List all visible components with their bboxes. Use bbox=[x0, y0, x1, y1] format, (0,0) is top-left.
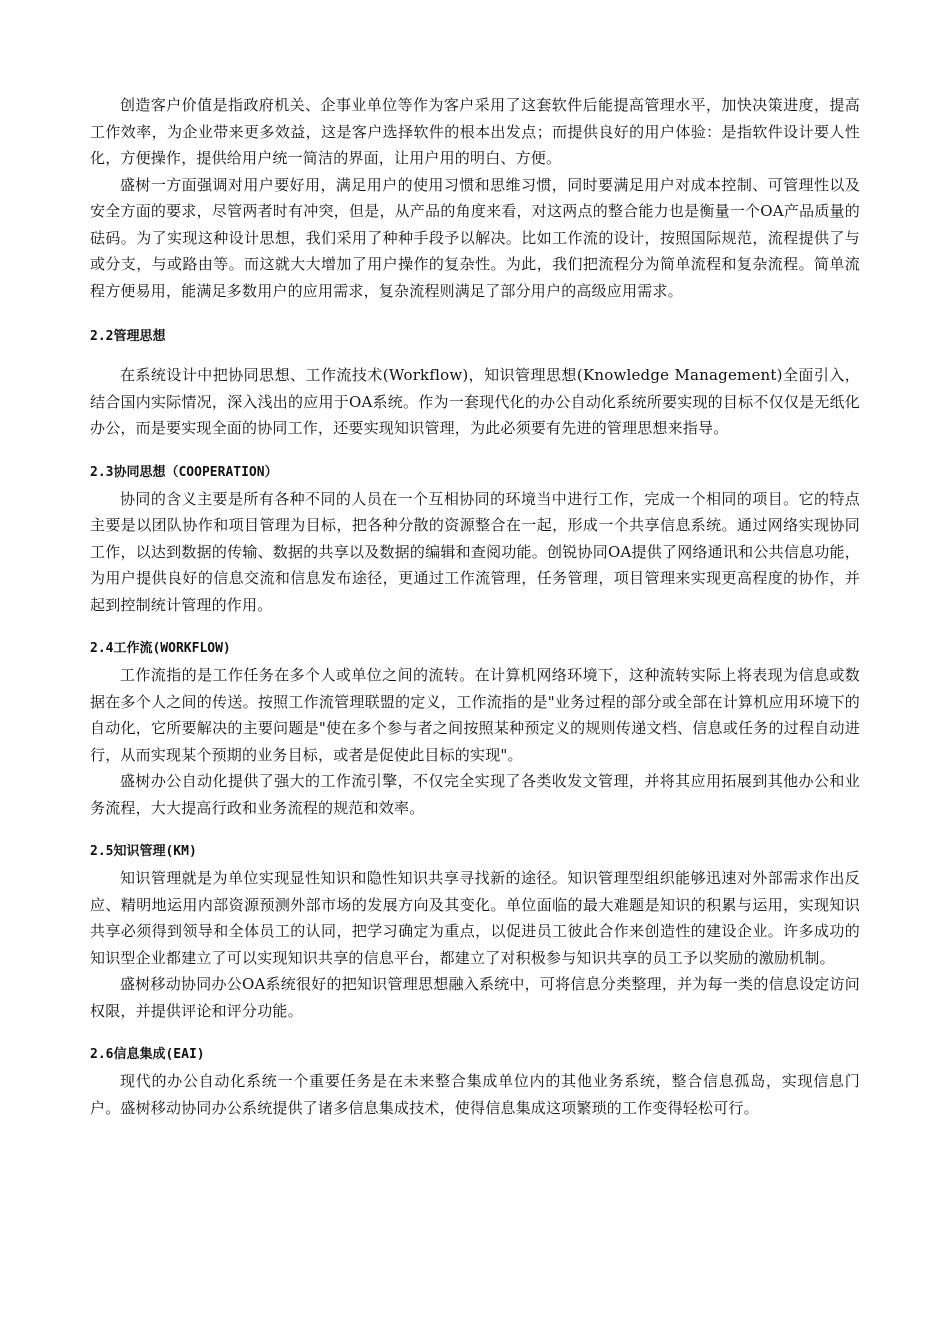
document-body bbox=[90, 92, 860, 1121]
section-2-5-paragraph-2: 盛树移动协同办公OA系统很好的把知识管理思想融入系统中，可将信息分类整理，并为每一类的信息设定访问权限，并提供评论和评分功能。 bbox=[90, 975, 860, 1020]
section-2-5-paragraph-1: 知识管理就是为单位实现显性知识和隐性知识共享寻找新的途径。知识管理型组织能够迅速对外部需求作出反应、精明地运用内部资源预测外部市场的发展方向及其变化。单位面临的最大难题是知识的积累与运用，实现知识共享必须得到领导和全体员工的认同，把学习确定为重点，以促进员工彼此合作来创造性的建设企业。许多成功的知识型企业都建立了可以实现知识共享的信息平台，都建立了对积极参与知识共享的员工予以奖励的激励机制。 bbox=[90, 869, 860, 967]
section-2-4-paragraph-1: 工作流指的是工作任务在多个人或单位之间的流转。在计算机网络环境下，这种流转实际上将表现为信息或数据在多个人之间的传送。按照工作流管理联盟的定义，工作流指的是"业务过程的部分或全部在计算机应用环境下的自动化，它所要解决的主要问题是"使在多个参与者之间按照某种预定义的规则传递文档、信息或任务的过程自动进行，从而实现某个预期的业务目标，或者是促使此目标的实现"。 bbox=[90, 666, 860, 764]
section-heading-2-2: 2.2管理思想 bbox=[90, 329, 166, 344]
intro-paragraph-1: 创造客户价值是指政府机关、企事业单位等作为客户采用了这套软件后能提高管理水平，加快决策进度，提高工作效率，为企业带来更多效益，这是客户选择软件的根本出发点；而提供良好的用户体验：是指软件设计要人性化，方便操作，提供给用户统一简洁的界面，让用户用的明白、方便。 bbox=[90, 96, 860, 167]
section-heading-2-6: 2.6信息集成(EAI) bbox=[90, 1047, 205, 1062]
section-2-2-paragraph-1: 在系统设计中把协同思想、工作流技术(Workflow)，知识管理思想(Knowledge Management)全面引入，结合国内实际情况，深入浅出的应用于OA系统。作为一套现代化的办公自动化系统所要实现的目标不仅仅是无纸化办公，而是要实现全面的协同工作，还要实现知识管理，为此必须要有先进的管理思想来指导。 bbox=[90, 366, 860, 437]
section-2-4-paragraph-2: 盛树办公自动化提供了强大的工作流引擎，不仅完全实现了各类收发文管理，并将其应用拓展到其他办公和业务流程，大大提高行政和业务流程的规范和效率。 bbox=[90, 772, 860, 817]
section-2-3-paragraph-1: 协同的含义主要是所有各种不同的人员在一个互相协同的环境当中进行工作，完成一个相同的项目。它的特点主要是以团队协作和项目管理为目标，把各种分散的资源整合在一起，形成一个共享信息系统。通过网络实现协同工作，以达到数据的传输、数据的共享以及数据的编辑和查阅功能。创锐协同OA提供了网络通讯和公共信息功能，为用户提供良好的信息交流和信息发布途径，更通过工作流管理，任务管理，项目管理来实现更高程度的协作，并起到控制统计管理的作用。 bbox=[90, 489, 860, 614]
section-heading-2-5: 2.5知识管理(KM) bbox=[90, 844, 197, 859]
section-heading-2-3: 2.3协同思想（COOPERATION） bbox=[90, 464, 278, 480]
section-2-6-paragraph-1: 现代的办公自动化系统一个重要任务是在未来整合集成单位内的其他业务系统，整合信息孤岛，实现信息门户。盛树移动协同办公系统提供了诸多信息集成技术，使得信息集成这项繁琐的工作变得轻松可行。 bbox=[90, 1072, 860, 1117]
intro-paragraph-2: 盛树一方面强调对用户要好用，满足用户的使用习惯和思维习惯，同时要满足用户对成本控制、可管理性以及安全方面的要求，尽管两者时有冲突，但是，从产品的角度来看，对这两点的整合能力也是衡量一个OA产品质量的砝码。为了实现这种设计思想，我们采用了种种手段予以解决。比如工作流的设计，按照国际规范，流程提供了与或分支，与或路由等。而这就大大增加了用户操作的复杂性。为此，我们把流程分为简单流程和复杂流程。简单流程方便易用，能满足多数用户的应用需求，复杂流程则满足了部分用户的高级应用需求。 bbox=[90, 175, 860, 300]
section-heading-2-4: 2.4工作流(WORKFLOW) bbox=[90, 641, 231, 656]
